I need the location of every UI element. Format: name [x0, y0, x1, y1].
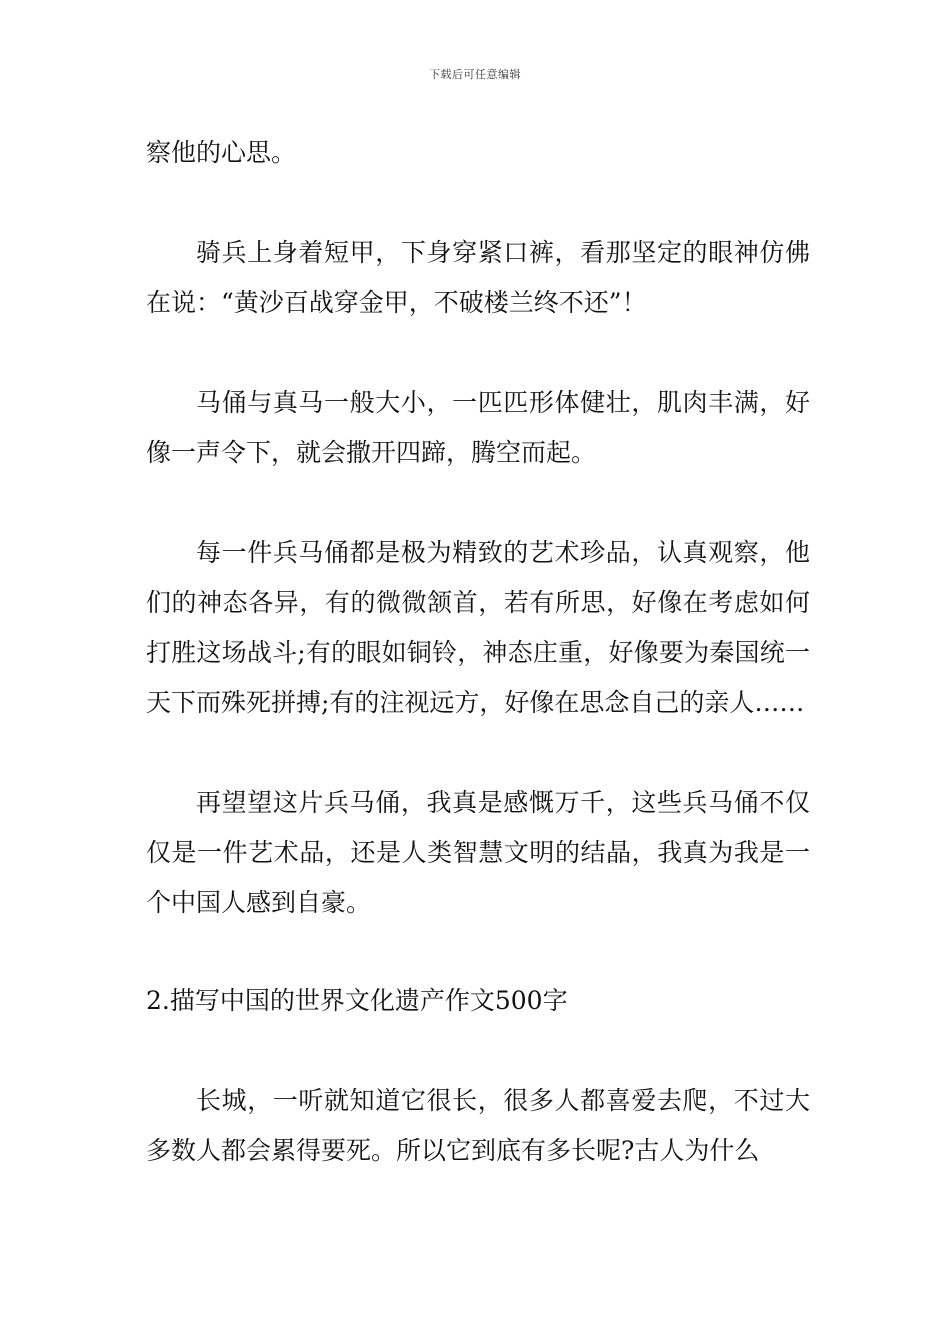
paragraph-gap: [146, 928, 810, 976]
paragraph-continuation: 察他的心思。: [146, 138, 297, 167]
paragraph-great-wall: 长城，一听就知道它很长，很多人都喜爱去爬，不过大多数人都会累得要死。所以它到底有多长呢?古人为什么: [146, 1086, 810, 1165]
paragraph-cavalry: 骑兵上身着短甲，下身穿紧口裤，看那坚定的眼神仿佛在说：“黄沙百战穿金甲，不破楼兰终不还”！: [146, 238, 810, 317]
paragraph-gap: [146, 178, 810, 228]
paragraph-gap: [146, 328, 810, 378]
paragraph-gap: [146, 478, 810, 528]
paragraph-artwork: 每一件兵马俑都是极为精致的艺术珍品，认真观察，他们的神态各异，有的微微颔首，若有所思，好像在考虑如何打胜这场战斗;有的眼如铜铃，神态庄重，好像要为秦国统一天下而殊死拼搏;有的注视远方，好像在思念自己的亲人……: [146, 538, 810, 717]
paragraph-gap: [146, 1026, 810, 1076]
document-body: [146, 128, 810, 1176]
paragraph-horse: 马俑与真马一般大小，一匹匹形体健壮，肌肉丰满，好像一声令下，就会撒开四蹄，腾空而起。: [146, 388, 810, 467]
section-heading: 2.描写中国的世界文化遗产作文500字: [146, 986, 568, 1015]
paragraph-reflection: 再望望这片兵马俑，我真是感慨万千，这些兵马俑不仅仅是一件艺术品，还是人类智慧文明的结晶，我真为我是一个中国人感到自豪。: [146, 788, 810, 917]
paragraph-gap: [146, 728, 810, 778]
header-note: 下载后可任意编辑: [429, 68, 521, 81]
